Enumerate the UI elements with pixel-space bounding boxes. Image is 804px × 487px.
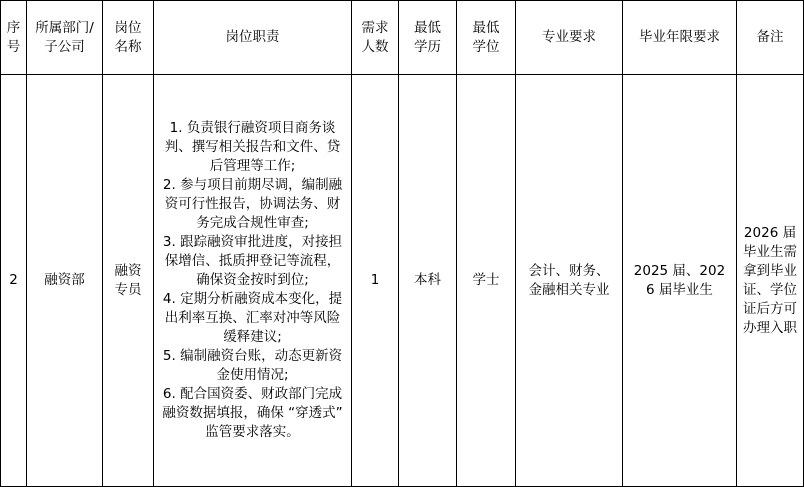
cell-position: 融资专员 [103, 75, 154, 487]
header-grad-year: 毕业年限要求 [623, 1, 737, 75]
table-row [1, 75, 804, 487]
table-header-row [1, 1, 804, 75]
duty-item: 3. 跟踪融资审批进度，对接担保增信、抵质押登记等流程，确保资金按时到位; [162, 234, 343, 288]
cell-department: 融资部 [27, 75, 103, 487]
duty-item: 4. 定期分析融资成本变化，提出利率互换、汇率对冲等风险缓释建议; [162, 291, 343, 345]
cell-min-degree: 学士 [457, 75, 516, 487]
header-major: 专业要求 [516, 1, 623, 75]
header-remarks: 备注 [737, 1, 804, 75]
cell-headcount: 1 [352, 75, 399, 487]
cell-grad-year: 2025 届、2026 届毕业生 [623, 75, 737, 487]
duty-item: 2. 参与项目前期尽调，编制融资可行性报告，协调法务、财务完成合规性审查; [162, 177, 343, 231]
header-duties: 岗位职责 [154, 1, 352, 75]
duty-item: 5. 编制融资台账，动态更新资金使用情况; [162, 348, 343, 383]
header-min-education: 最低学历 [399, 1, 457, 75]
header-position: 岗位名称 [103, 1, 154, 75]
duty-item: 6. 配合国资委、财政部门完成融资数据填报，确保 “穿透式” 监管要求落实。 [162, 386, 343, 440]
cell-remarks: 2026 届毕业生需拿到毕业证、学位证后方可办理入职 [737, 75, 804, 487]
duty-item: 1. 负责银行融资项目商务谈判、撰写相关报告和文件、贷后管理等工作; [164, 120, 341, 174]
header-min-degree: 最低学位 [457, 1, 516, 75]
cell-seq: 2 [1, 75, 27, 487]
header-department: 所属部门/子公司 [27, 1, 103, 75]
header-seq: 序号 [1, 1, 27, 75]
cell-min-education: 本科 [399, 75, 457, 487]
header-headcount: 需求人数 [352, 1, 399, 75]
cell-major: 会计、财务、金融相关专业 [516, 75, 623, 487]
cell-duties [154, 75, 352, 487]
